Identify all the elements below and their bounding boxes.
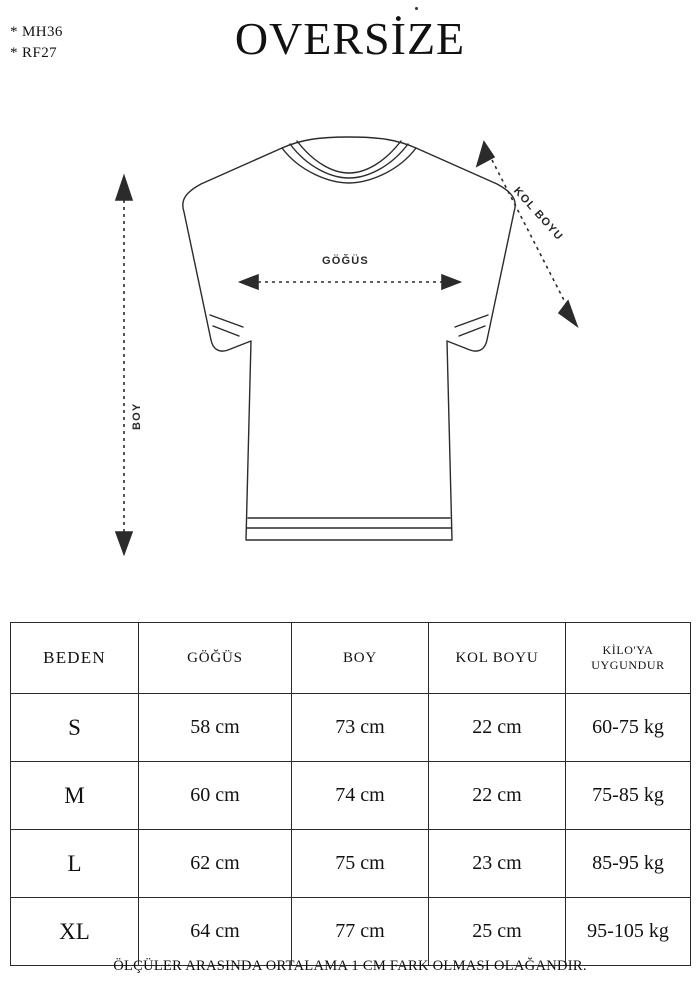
cell-kolboyu: 25 cm [429, 898, 566, 966]
cell-beden: M [11, 762, 139, 830]
product-code-1: * MH36 [10, 24, 63, 40]
table-header-kolboyu: KOL BOYU [429, 623, 566, 694]
cell-kolboyu: 22 cm [429, 762, 566, 830]
cell-boy: 74 cm [292, 762, 429, 830]
size-table-wrap [10, 622, 690, 966]
length-arrow-bottom [116, 532, 132, 554]
tshirt-outline-svg [0, 110, 700, 610]
cell-boy: 73 cm [292, 694, 429, 762]
table-header-boy: BOY [292, 623, 429, 694]
table-header-kilo [566, 623, 691, 694]
table-row [11, 830, 691, 898]
sleeve-arrow-top [477, 142, 494, 166]
length-arrow-top [116, 176, 132, 200]
cell-beden: L [11, 830, 139, 898]
product-code-2: * RF27 [10, 45, 57, 61]
cell-boy: 75 cm [292, 830, 429, 898]
table-row [11, 762, 691, 830]
table-header-beden: BEDEN [11, 623, 139, 694]
cell-kilo: 75-85 kg [566, 762, 691, 830]
cell-boy: 77 cm [292, 898, 429, 966]
cell-beden: S [11, 694, 139, 762]
shirt-body-path [183, 137, 515, 540]
table-row [11, 694, 691, 762]
page-title: OVERSİZE [234, 13, 466, 64]
cell-beden: XL [11, 898, 139, 966]
left-sleeve-hem-path [213, 326, 239, 336]
sleeve-arrow-bottom [559, 301, 577, 326]
length-label: BOY [131, 402, 143, 430]
decorative-dot [415, 7, 418, 10]
cell-kilo: 85-95 kg [566, 830, 691, 898]
table-row [11, 898, 691, 966]
sleeve-label: KOL BOYU [511, 185, 566, 244]
chest-arrow-left [240, 275, 258, 289]
table-header-gogus: GÖĞÜS [139, 623, 292, 694]
table-header-row [11, 623, 691, 694]
cell-kolboyu: 22 cm [429, 694, 566, 762]
cell-kilo: 95-105 kg [566, 898, 691, 966]
cell-kilo: 60-75 kg [566, 694, 691, 762]
cell-kolboyu: 23 cm [429, 830, 566, 898]
table-header-kilo-line2: UYGUNDUR [591, 658, 665, 672]
tshirt-diagram [0, 110, 700, 610]
right-sleeve-hem-2-path [455, 315, 488, 327]
left-sleeve-hem-2-path [210, 315, 243, 327]
size-table [10, 622, 691, 966]
cell-gogus: 64 cm [139, 898, 292, 966]
chest-label: GÖĞÜS [322, 255, 369, 267]
chest-arrow-right [442, 275, 460, 289]
cell-gogus: 60 cm [139, 762, 292, 830]
footnote: ÖLÇÜLER ARASINDA ORTALAMA 1 CM FARK OLMASI OLAĞANDIR. [113, 958, 587, 974]
table-header-kilo-line1: KİLO'YA [602, 643, 654, 657]
right-sleeve-hem-path [459, 326, 485, 336]
collar-rib-path [297, 141, 401, 173]
cell-gogus: 58 cm [139, 694, 292, 762]
cell-gogus: 62 cm [139, 830, 292, 898]
